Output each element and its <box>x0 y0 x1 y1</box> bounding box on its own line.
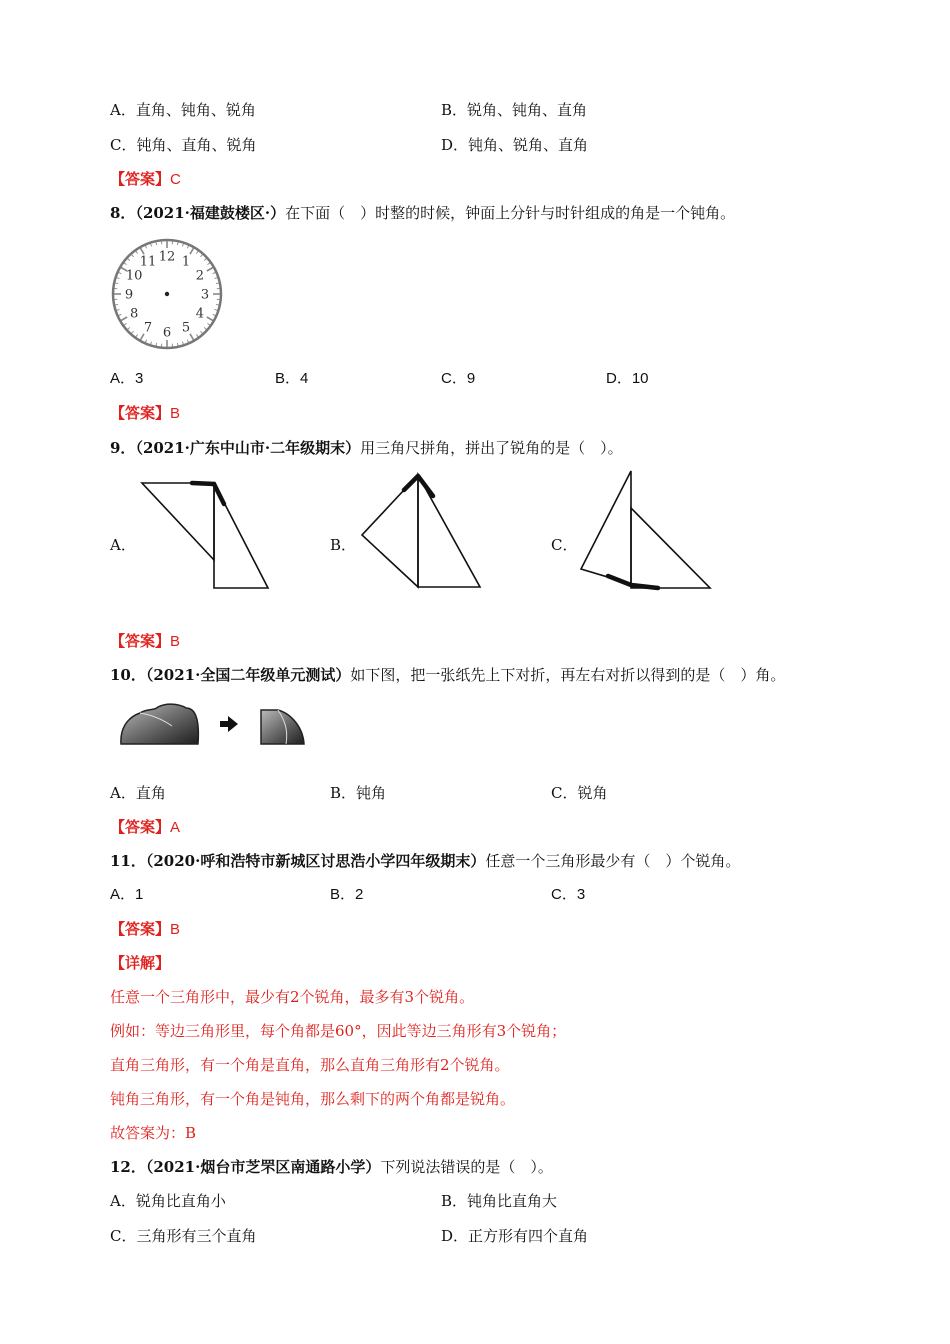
q7-option-d: D．钝角、锐角、直角 <box>441 136 589 154</box>
q11-option-c: C．3 <box>551 886 586 903</box>
question-stem: 下列说法错误的是（ ）。 <box>380 1158 553 1176</box>
q10-option-c: C．锐角 <box>551 784 608 802</box>
q11-detail-line-4: 钝角三角形，有一个角是钝角，那么剩下的两个角都是锐角。 <box>110 1090 516 1108</box>
paper-fold-figure <box>118 702 308 750</box>
question-source: （2021·广东中山市·二年级期末） <box>135 439 361 457</box>
question-stem: 任意一个三角形最少有（ ）个锐角。 <box>485 852 741 870</box>
folded-paper-shape <box>121 704 198 744</box>
q10-answer <box>110 817 180 838</box>
q10-option-b: B．钝角 <box>330 784 387 802</box>
clock-number: 5 <box>181 320 191 336</box>
q10-option-a: A．直角 <box>110 784 166 802</box>
answer-label: 【答案】 <box>110 920 171 938</box>
q9-answer <box>110 631 180 652</box>
clock-face-figure <box>110 237 224 351</box>
q7-option-b: B．锐角、钝角、直角 <box>441 101 588 119</box>
clock-number: 7 <box>143 320 153 336</box>
q9-figure-c <box>578 468 714 594</box>
question-stem: 如下图，把一张纸先上下对折，再左右对折以得到的是（ ）角。 <box>350 666 786 684</box>
q11-option-b: B．2 <box>330 886 364 903</box>
clock-number: 12 <box>158 249 176 265</box>
q11-option-a: A．1 <box>110 886 144 903</box>
clock-center <box>165 292 169 296</box>
clock-number: 1 <box>181 254 191 270</box>
clock-number: 2 <box>195 268 205 284</box>
q12-option-c: C．三角形有三个直角 <box>110 1227 257 1245</box>
question-number: 10． <box>110 666 146 684</box>
q8-answer <box>110 403 180 424</box>
q11-detail-line-3: 直角三角形，有一个角是直角，那么直角三角形有2个锐角。 <box>110 1056 510 1074</box>
q11-detail-line-5: 故答案为：B <box>110 1124 197 1142</box>
question-stem: 用三角尺拼角，拼出了锐角的是（ ）。 <box>360 439 623 457</box>
question-number: 12． <box>110 1158 146 1176</box>
answer-label: 【答案】 <box>110 632 171 650</box>
q9-option-c: C． <box>551 536 578 554</box>
question-stem: 在下面（ ）时整的时候，钟面上分针与时针组成的角是一个钝角。 <box>285 204 736 222</box>
answer-label: 【答案】 <box>110 170 171 188</box>
q9-option-b: B． <box>330 536 357 554</box>
answer-value: C <box>170 171 181 188</box>
q8-option-a: A．3 <box>110 370 144 387</box>
clock-number: 6 <box>162 325 172 341</box>
clock-number: 8 <box>129 306 139 322</box>
question-source: （2021·烟台市芝罘区南通路小学） <box>145 1158 381 1176</box>
q11-detail-line-2: 例如：等边三角形里，每个角都是60°，因此等边三角形有3个锐角； <box>110 1022 567 1040</box>
q8-option-c: C．9 <box>441 370 476 387</box>
question-number: 11． <box>110 852 146 870</box>
question-source: （2021·全国二年级单元测试） <box>145 666 351 684</box>
q7-option-c: C．钝角、直角、锐角 <box>110 136 257 154</box>
clock-number: 9 <box>124 287 134 303</box>
q11-detail-label: 【详解】 <box>110 954 171 972</box>
q7-option-a: A．直角、钝角、锐角 <box>110 101 256 119</box>
clock-number: 4 <box>195 306 205 322</box>
q11-stem-line <box>110 851 740 871</box>
answer-value: B <box>170 921 181 938</box>
clock-number: 10 <box>125 268 143 284</box>
question-number: 9． <box>110 439 136 457</box>
q12-option-d: D．正方形有四个直角 <box>441 1227 589 1245</box>
answer-label: 【答案】 <box>110 818 171 836</box>
q10-stem-line <box>110 665 785 685</box>
q11-answer <box>110 919 180 940</box>
folded-quarter-shape <box>261 710 304 744</box>
q9-figure-b <box>360 470 484 592</box>
q12-stem-line <box>110 1157 553 1177</box>
answer-value: A <box>170 819 181 836</box>
q8-stem-line <box>110 203 735 223</box>
q8-option-d: D．10 <box>606 370 649 387</box>
question-source: （2021·福建鼓楼区·） <box>135 204 286 222</box>
q7-answer <box>110 169 181 190</box>
clock-number: 3 <box>200 287 210 303</box>
arrow-right-icon <box>220 716 238 732</box>
answer-value: B <box>170 633 181 650</box>
answer-label: 【答案】 <box>110 404 171 422</box>
q9-figure-a <box>140 478 272 594</box>
answer-value: B <box>170 405 181 422</box>
q8-option-b: B．4 <box>275 370 309 387</box>
question-number: 8． <box>110 204 136 222</box>
q11-detail-line-1: 任意一个三角形中，最少有2个锐角，最多有3个锐角。 <box>110 988 475 1006</box>
q9-option-a: A． <box>110 536 136 554</box>
q9-stem-line <box>110 438 623 458</box>
clock-number: 11 <box>139 254 157 270</box>
q12-option-a: A．锐角比直角小 <box>110 1192 226 1210</box>
question-source: （2020·呼和浩特市新城区讨思浩小学四年级期末） <box>145 852 486 870</box>
q12-option-b: B．钝角比直角大 <box>441 1192 558 1210</box>
